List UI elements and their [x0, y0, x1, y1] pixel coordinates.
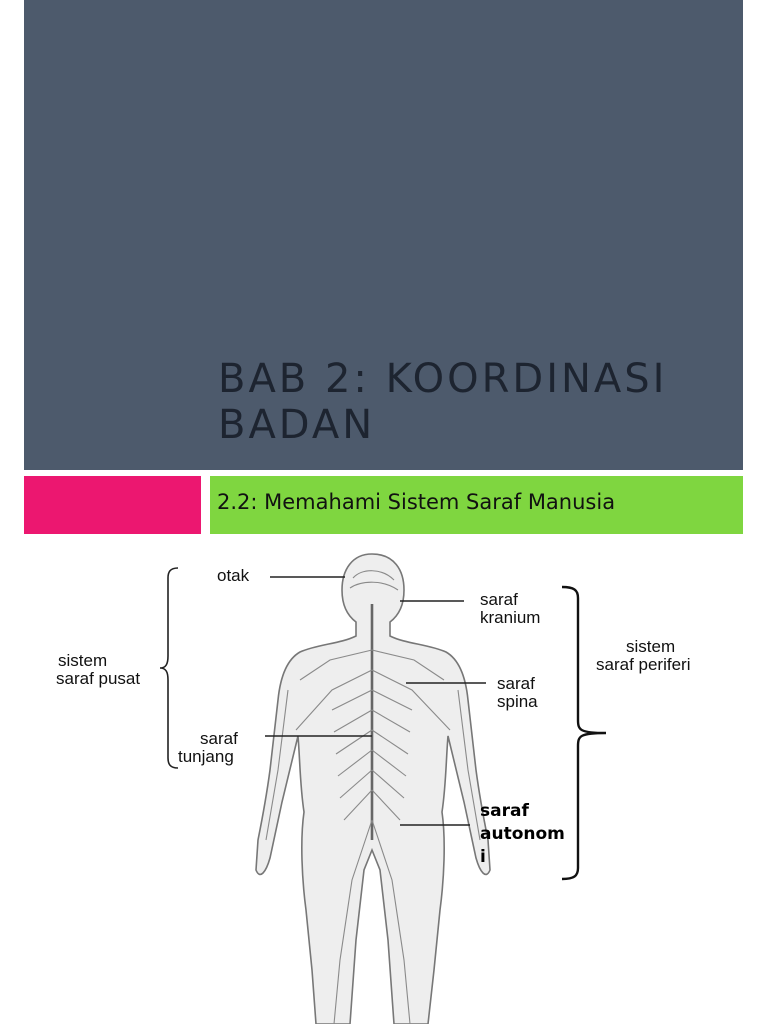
slide-subtitle: 2.2: Memahami Sistem Saraf Manusia	[217, 490, 616, 514]
label-saraf-tunjang-line-1: saraf	[200, 729, 238, 748]
label-otak: otak	[217, 566, 250, 585]
label-saraf-spina-line-1: saraf	[497, 674, 535, 693]
label-saraf-spina-line-2: spina	[497, 692, 538, 711]
bracket-sistem-saraf-pusat	[160, 568, 178, 768]
label-saraf-autonomi	[480, 800, 565, 869]
nerve-lines	[266, 571, 480, 1024]
bracket-sistem-saraf-periferi	[562, 587, 606, 879]
label-saraf-tunjang	[178, 730, 238, 766]
subtitle-bar	[210, 476, 743, 534]
nervous-system-diagram	[0, 540, 768, 1024]
label-sistem-saraf-pusat	[56, 652, 140, 688]
label-saraf-autonomi-line-1: saraf	[480, 801, 529, 821]
label-saraf-tunjang-line-2: tunjang	[178, 747, 234, 766]
label-saraf-autonomi-line-3: i	[480, 847, 486, 867]
label-saraf-kranium-line-1: saraf	[480, 590, 518, 609]
label-sistem-saraf-pusat-line-1: sistem	[58, 651, 108, 670]
label-sistem-saraf-periferi	[596, 638, 690, 674]
slide-title-line-1: BAB 2: KOORDINASI	[218, 356, 668, 402]
label-sistem-saraf-periferi-line-1: sistem	[626, 637, 676, 656]
label-saraf-spina	[497, 675, 538, 711]
accent-bar-pink	[24, 476, 201, 534]
slide-title	[218, 356, 718, 448]
slide-title-line-2: BADAN	[218, 402, 376, 448]
label-sistem-saraf-periferi-line-2: saraf periferi	[596, 655, 691, 674]
label-saraf-kranium-line-2: kranium	[480, 608, 541, 627]
label-saraf-kranium	[480, 591, 540, 627]
label-saraf-autonomi-line-2: autonom	[480, 824, 565, 844]
label-sistem-saraf-pusat-line-2: saraf pusat	[56, 669, 141, 688]
